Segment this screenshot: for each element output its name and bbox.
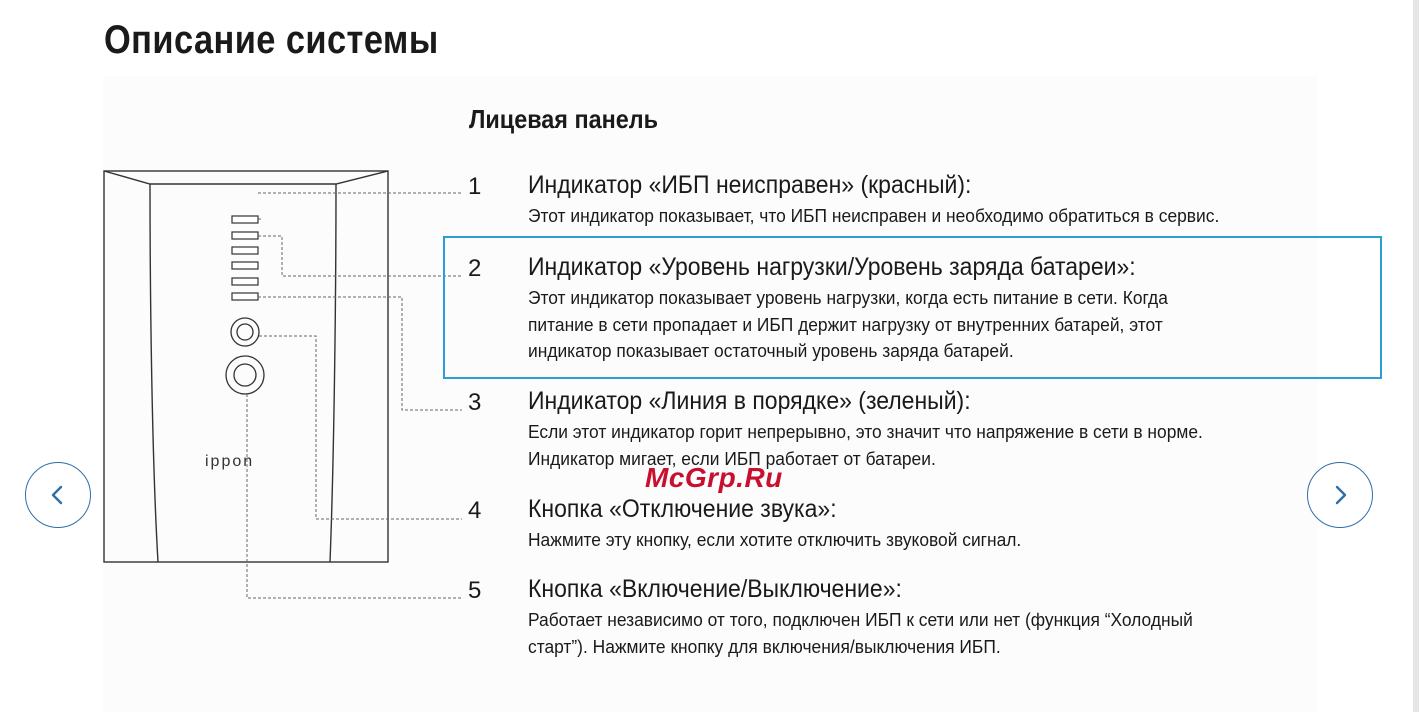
item-heading: Кнопка «Отключение звука»: [528,495,837,523]
leader-line-2 [258,236,462,276]
mute-button-outer [231,318,259,346]
ups-body-outline [104,171,388,562]
leader-line-5 [247,394,462,598]
item-description: Этот индикатор показывает уровень нагрузки, когда есть питание в сети. Когда питание в сети пропадает и ИБП держит нагрузку от внутренних батарей, этот индикатор показывает остаточный уровень заряда батарей. [528,287,1168,361]
item-heading: Индикатор «Линия в порядке» (зеленый): [528,387,971,415]
leader-line-3 [258,297,462,410]
item-description: Нажмите эту кнопку, если хотите отключить звуковой сигнал. [528,529,1022,550]
item-number: 5 [468,577,482,604]
page-title: Описание системы [104,18,439,62]
power-button-inner [234,364,256,386]
ups-right-panel-line [330,184,336,562]
item-heading: Кнопка «Включение/Выключение»: [528,575,902,603]
leader-line-4 [259,336,462,519]
next-slide-button[interactable] [1307,462,1373,528]
section-heading: Лицевая панель [469,104,658,134]
item-number: 3 [468,389,482,416]
item-description: Если этот индикатор горит непрерывно, это значит что напряжение в сети в норме. Индикатор мигает, если ИБП работает от батареи. [528,421,1203,469]
ippon-logo: ippon [205,453,255,470]
led-indicator-stack [232,216,258,300]
ups-left-panel-line [150,184,158,562]
item-heading: Индикатор «Уровень нагрузки/Уровень заряда батареи»: [528,253,1136,281]
chevron-left-icon [46,483,70,507]
item-number: 1 [468,173,482,200]
chevron-right-icon [1328,483,1352,507]
item-number: 4 [468,497,482,524]
item-number: 2 [468,255,482,282]
item-description: Этот индикатор показывает, что ИБП неисправен и необходимо обратиться в сервис. [528,205,1220,226]
item-heading: Индикатор «ИБП неисправен» (красный): [528,171,972,199]
ups-top-bevel [104,171,388,184]
watermark: McGrp.Ru [645,462,783,493]
mute-button-inner [237,324,253,340]
previous-slide-button[interactable] [25,462,91,528]
power-button-outer [226,356,264,394]
item-description: Работает независимо от того, подключен ИБП к сети или нет (функция “Холодный старт”). Нажмите кнопку для включения/выключения ИБП. [528,609,1193,657]
